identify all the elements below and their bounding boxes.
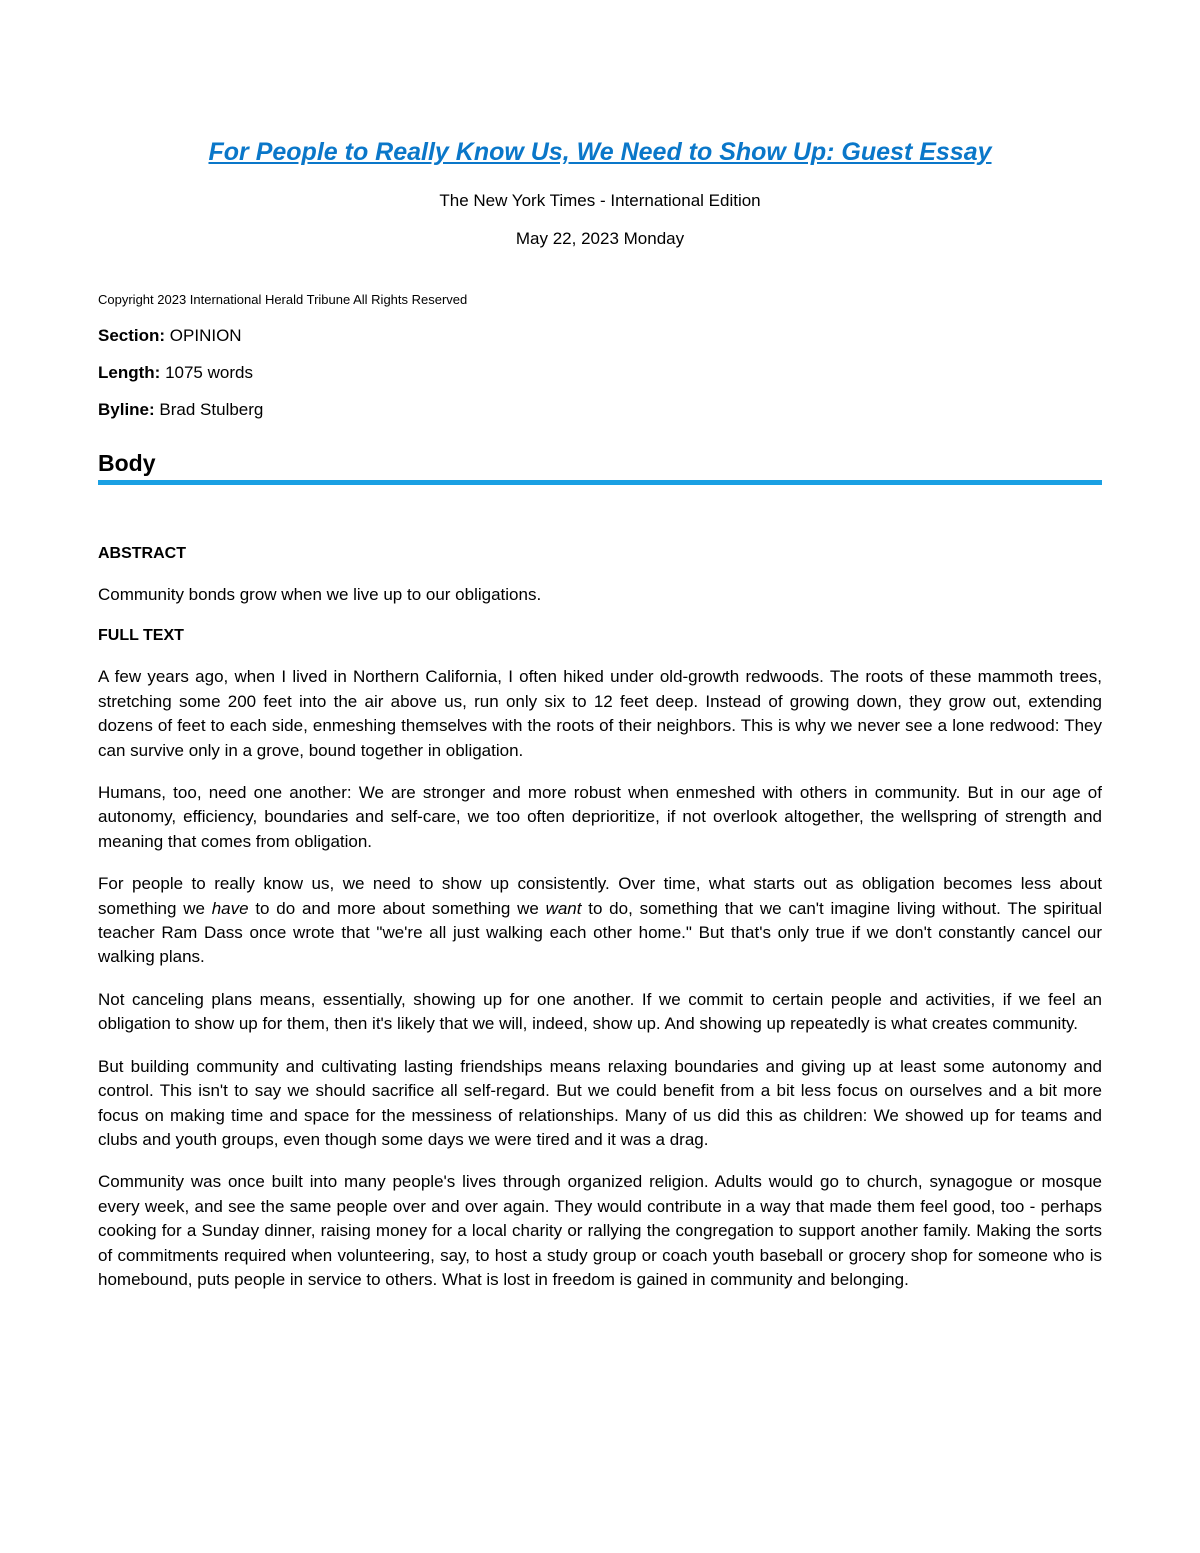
meta-byline [98, 399, 263, 421]
abstract-text: Community bonds grow when we live up to our obligations. [98, 585, 542, 604]
meta-section-value: OPINION [169, 326, 242, 345]
meta-byline-value: Brad Stulberg [159, 400, 264, 419]
meta-section [98, 325, 242, 347]
article-title-link[interactable]: For People to Really Know Us, We Need to Show Up: Guest Essay [208, 138, 992, 166]
paragraph-3 [98, 872, 1102, 970]
paragraph-5: But building community and cultivating lasting friendships means relaxing boundaries and giving up at least some autonomy and control. This isn't to say we should sacrifice all self-regard. But we could benefit from a bit less focus on ourselves and a bit more focus on making time and space for the messiness of relationships. Many of us did this as children: We showed up for teams and clubs and youth groups, even though some days we were tired and it was a drag. [98, 1056, 1102, 1149]
paragraph-1: A few years ago, when I lived in Northern California, I often hiked under old-growth redwoods. The roots of these mammoth trees, stretching some 200 feet into the air above us, run only six to 12 feet deep. Instead of growing down, they grow out, extending dozens of feet to each side, enmeshing themselves with the roots of their neighbors. This is why we never see a lone redwood: They can survive only in a grove, bound together in obligation. [98, 667, 1102, 760]
paragraph-4: Not canceling plans means, essentially, showing up for one another. If we commit to certain people and activities, if we feel an obligation to show up for them, then it's likely that we will, indeed, show up. And showing up repeatedly is what creates community. [98, 989, 1102, 1034]
paragraph-3-part-a: For people to really know us, we need to show up consistently. Over time, what starts out as obligation becomes less about something we [98, 874, 1102, 918]
abstract-heading: ABSTRACT [98, 545, 186, 562]
meta-byline-label: Byline: [98, 400, 155, 419]
meta-section-label: Section: [98, 326, 166, 345]
article-content [98, 543, 1102, 1310]
copyright-notice: Copyright 2023 International Herald Tribune All Rights Reserved [98, 292, 468, 307]
meta-length-value: 1075 words [165, 363, 253, 382]
meta-length-label: Length: [98, 363, 161, 382]
paragraph-6: Community was once built into many people's lives through organized religion. Adults would go to church, synagogue or mosque every week, and see the same people over and over again. They would contribute in a way that made them feel good, too - perhaps cooking for a Sunday dinner, raising money for a local charity or rallying the congregation to support another family. Making the sorts of commitments required when volunteering, say, to host a study group or coach youth baseball or grocery shop for someone who is homebound, puts people in service to others. What is lost in freedom is gained in community and belonging. [98, 1172, 1102, 1289]
paragraph-3-part-c: to do, something that we can't imagine living without. The spiritual teacher Ram Dass once wrote that "we're all just walking each other home." But that's only true if we don't constantly cancel our walking plans. [98, 898, 1102, 967]
body-heading: Body [98, 450, 156, 476]
publication-name: The New York Times - International Edition [439, 191, 761, 210]
meta-length [98, 362, 253, 384]
paragraph-3-emphasis-want: want [545, 898, 582, 918]
paragraph-2: Humans, too, need one another: We are stronger and more robust when enmeshed with others in community. But in our age of autonomy, efficiency, boundaries and self-care, we too often deprioritize, if not overlook altogether, the wellspring of strength and meaning that comes from obligation. [98, 783, 1102, 851]
paragraph-3-emphasis-have: have [211, 898, 249, 918]
body-divider [98, 480, 1102, 485]
fulltext-heading: FULL TEXT [98, 627, 184, 645]
publication-date: May 22, 2023 Monday [515, 229, 685, 248]
paragraph-3-part-b: to do and more about something we [248, 898, 546, 918]
